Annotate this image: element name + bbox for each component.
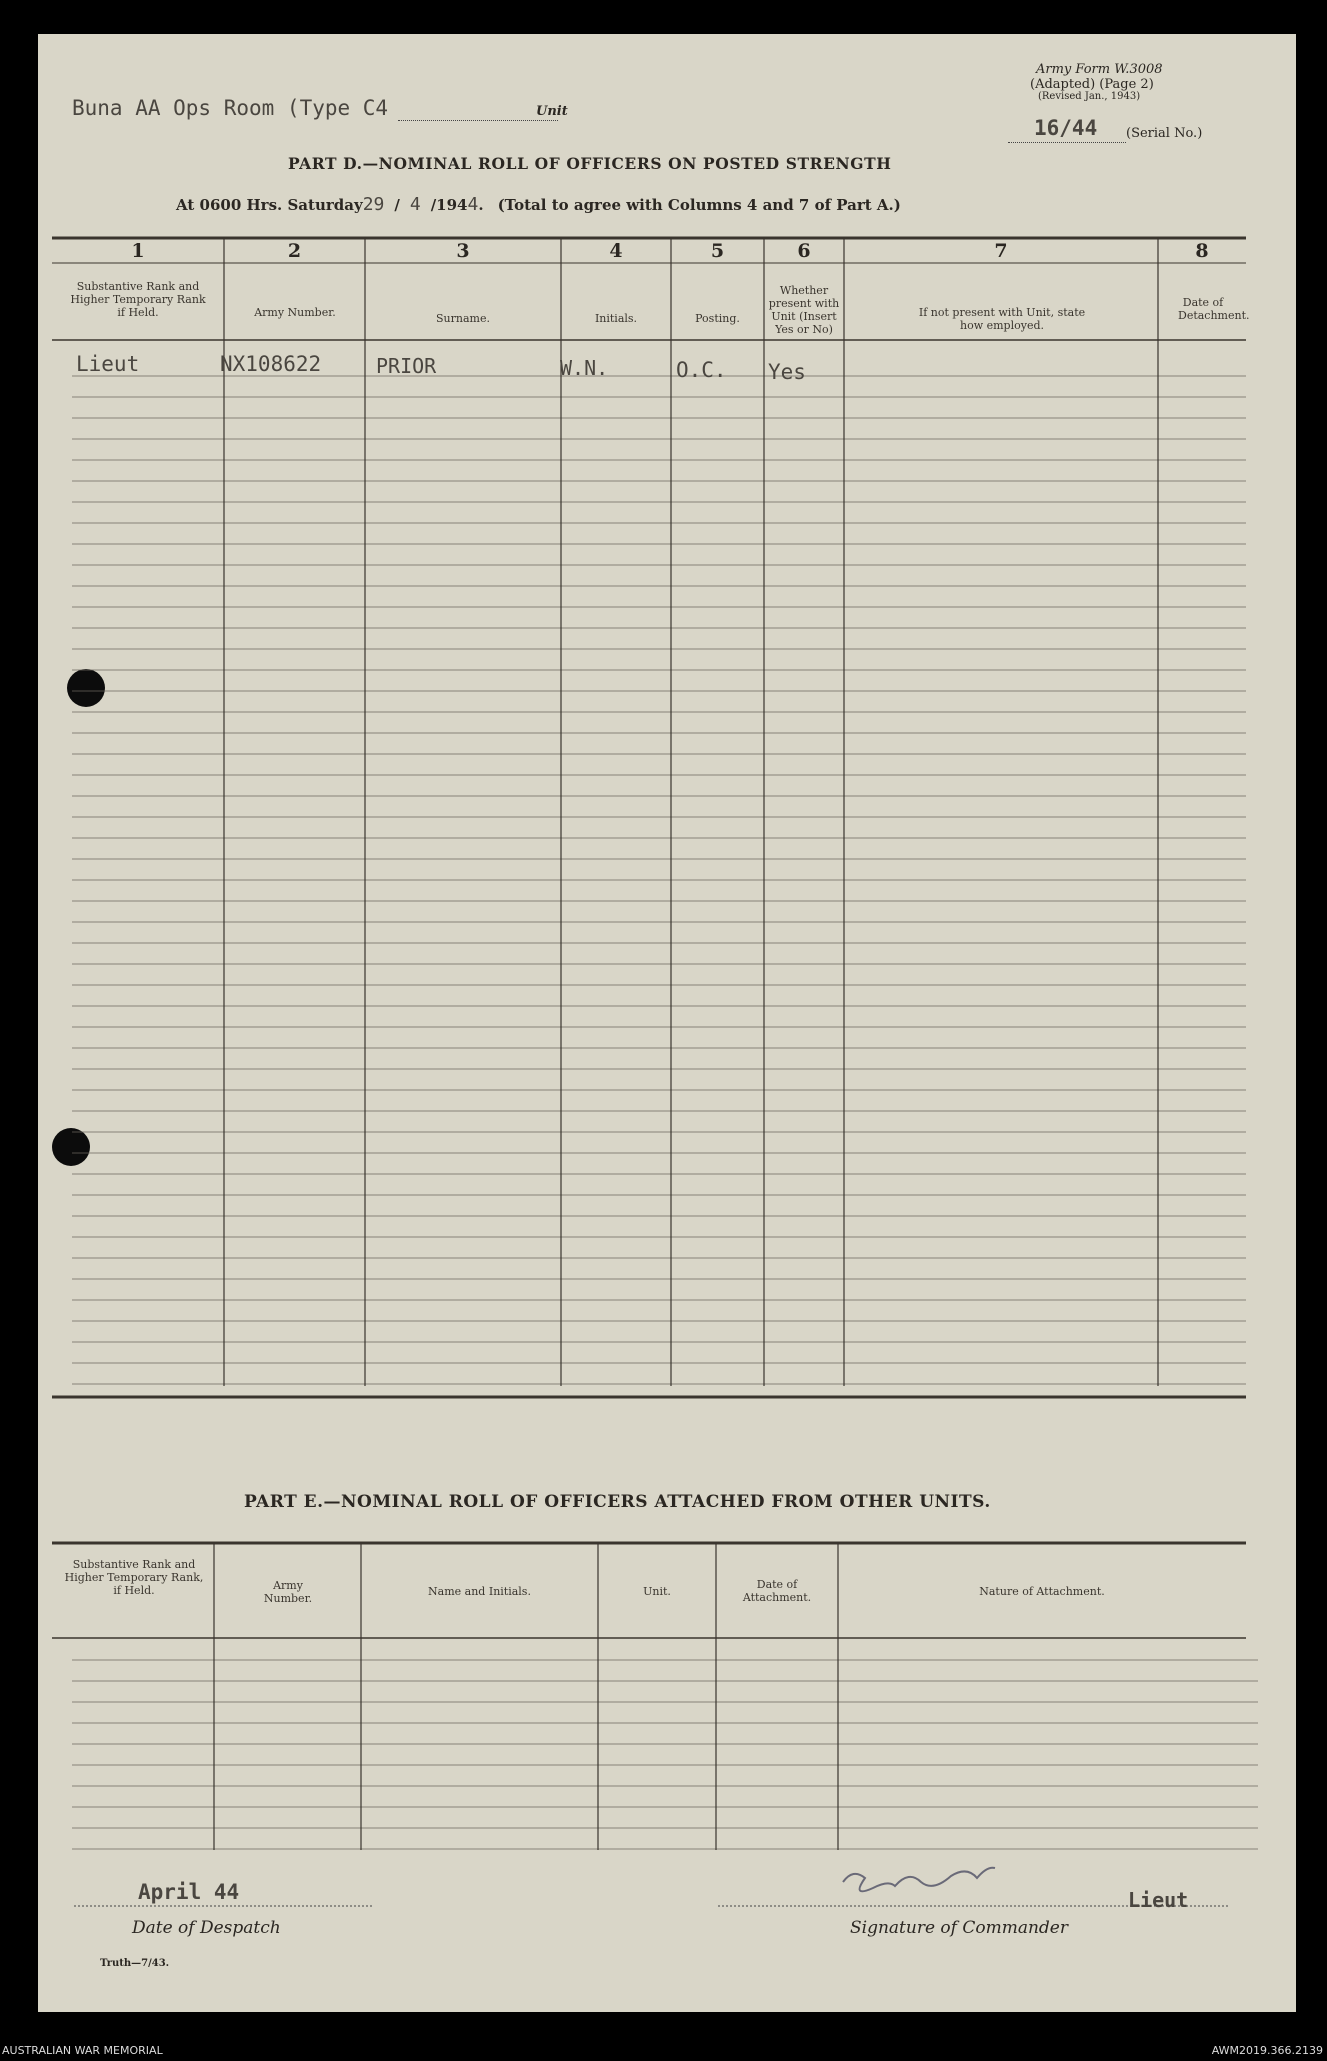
date-prefix: At 0600 Hrs. Saturday bbox=[176, 196, 363, 214]
col-number-5: 5 bbox=[710, 240, 725, 262]
date-note: (Total to agree with Columns 4 and 7 of Part A.) bbox=[497, 196, 901, 214]
col-header-rank: Substantive Rank and Higher Temporary Rank if Held. bbox=[70, 280, 206, 319]
part-e-title: PART E.—NOMINAL ROLL OF OFFICERS ATTACHED FROM OTHER UNITS. bbox=[244, 1492, 991, 1512]
col-header-detachment: Date of Detachment. bbox=[1178, 296, 1250, 322]
date-day: 29 bbox=[362, 194, 385, 215]
unit-label: Unit bbox=[536, 104, 568, 119]
date-year: 4 bbox=[467, 194, 479, 215]
printer-mark: Truth—7/43. bbox=[100, 1958, 170, 1969]
signature-label: Signature of Commander bbox=[850, 1918, 1068, 1938]
row-posting: O.C. bbox=[676, 358, 727, 382]
e-header-nature: Nature of Attachment. bbox=[979, 1585, 1105, 1598]
col-header-present: Whether present with Unit (Insert Yes or No) bbox=[768, 284, 840, 336]
col-number-7: 7 bbox=[994, 240, 1008, 262]
part-d-table-lines bbox=[38, 34, 1296, 2012]
col-number-1: 1 bbox=[131, 240, 145, 262]
e-header-attachment-date: Date of Attachment. bbox=[742, 1578, 812, 1604]
row-rank: Lieut bbox=[76, 352, 140, 376]
col-header-initials: Initials. bbox=[594, 312, 638, 325]
serial-label: (Serial No.) bbox=[1126, 126, 1203, 141]
row-surname: PRIOR bbox=[376, 354, 437, 378]
date-sep-2: /194 bbox=[430, 196, 468, 214]
commander-signature bbox=[843, 1868, 995, 1892]
date-sep-1: / bbox=[394, 196, 400, 214]
date-month: 4 bbox=[409, 194, 421, 215]
e-header-name: Name and Initials. bbox=[428, 1585, 531, 1598]
col-header-surname: Surname. bbox=[436, 312, 490, 325]
credit-right: AWM2019.366.2139 bbox=[1211, 2044, 1323, 2057]
col-number-3: 3 bbox=[456, 240, 470, 262]
col-header-army-number: Army Number. bbox=[254, 306, 336, 319]
serial-value: 16/44 bbox=[1034, 116, 1098, 140]
row-initials: W.N. bbox=[560, 356, 609, 380]
part-d-title: PART D.—NOMINAL ROLL OF OFFICERS ON POSTED STRENGTH bbox=[288, 154, 892, 173]
e-header-army-number: Army Number. bbox=[263, 1579, 313, 1605]
row-present: Yes bbox=[768, 360, 806, 384]
form-line-3: (Revised Jan., 1943) bbox=[1038, 91, 1141, 102]
col-number-6: 6 bbox=[797, 240, 811, 262]
col-number-2: 2 bbox=[287, 240, 302, 262]
e-header-rank: Substantive Rank and Higher Temporary Rank, if Held. bbox=[64, 1558, 204, 1597]
row-army-number: NX108622 bbox=[220, 352, 322, 376]
form-line-1: Army Form W.3008 bbox=[1036, 62, 1163, 77]
form-line-2: (Adapted) (Page 2) bbox=[1030, 77, 1154, 92]
e-header-unit: Unit. bbox=[643, 1585, 671, 1598]
despatch-value: April 44 bbox=[138, 1880, 240, 1904]
form-page bbox=[38, 34, 1296, 2012]
date-line: At 0600 Hrs. Saturday29 / 4 /1944. (Total to agree with Columns 4 and 7 of Part A.) bbox=[176, 194, 901, 215]
credit-left: AUSTRALIAN WAR MEMORIAL bbox=[2, 2044, 163, 2057]
commander-rank: Lieut bbox=[1128, 1888, 1189, 1912]
col-header-employment: If not present with Unit, state how employed. bbox=[918, 306, 1086, 332]
unit-value: Buna AA Ops Room (Type C4 bbox=[72, 96, 389, 120]
col-header-posting: Posting. bbox=[695, 312, 740, 325]
col-number-4: 4 bbox=[609, 240, 623, 262]
col-number-8: 8 bbox=[1195, 240, 1209, 262]
despatch-label: Date of Despatch bbox=[132, 1918, 281, 1938]
